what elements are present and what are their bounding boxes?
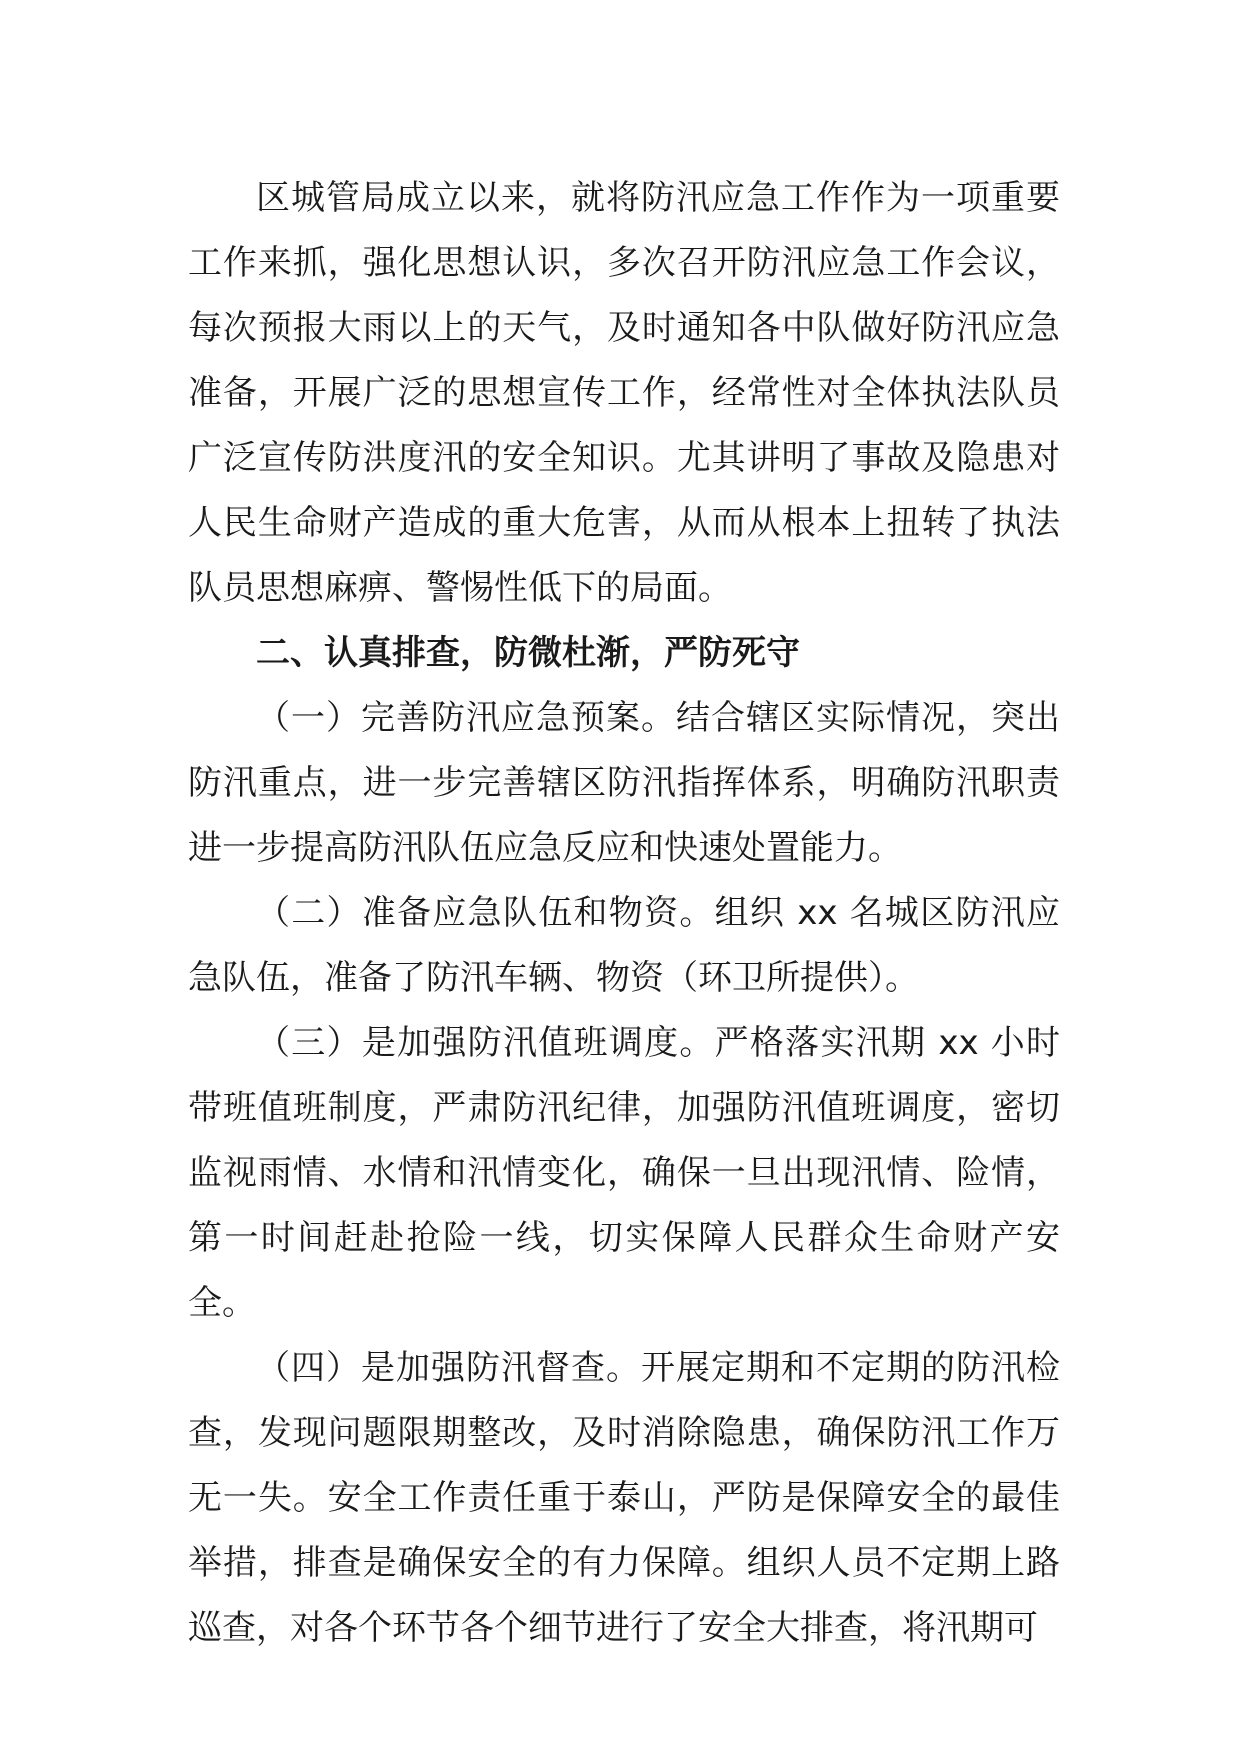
body-paragraph: （二）准备应急队伍和物资。组织 xx 名城区防汛应急队伍，准备了防汛车辆、物资（环卫所提供）。 — [188, 893, 1060, 998]
body-paragraph: 区城管局成立以来，就将防汛应急工作作为一项重要工作来抓，强化思想认识，多次召开防汛应急工作会议，每次预报大雨以上的天气，及时通知各中队做好防汛应急准备，开展广泛的思想宣传工作，经常性对全体执法队员广泛宣传防洪度汛的安全知识。尤其讲明了事故及隐患对人民生命财产造成的重大危害，从而从根本上扭转了执法队员思想麻痹、警惕性低下的局面。 — [188, 178, 1060, 608]
document-body — [188, 166, 1060, 1661]
body-paragraph: （三）是加强防汛值班调度。严格落实汛期 xx 小时带班值班制度，严肃防汛纪律，加强防汛值班调度，密切监视雨情、水情和汛情变化，确保一旦出现汛情、险情，第一时间赶赴抢险一线，切实保障人民群众生命财产安全。 — [188, 1023, 1060, 1323]
body-paragraph: （一）完善防汛应急预案。结合辖区实际情况，突出防汛重点，进一步完善辖区防汛指挥体系，明确防汛职责进一步提高防汛队伍应急反应和快速处置能力。 — [188, 698, 1060, 868]
section-heading: 二、认真排查，防微杜渐，严防死守 — [256, 633, 800, 673]
body-paragraph: （四）是加强防汛督查。开展定期和不定期的防汛检查，发现问题限期整改，及时消除隐患，确保防汛工作万无一失。安全工作责任重于泰山，严防是保障安全的最佳举措，排查是确保安全的有力保障。组织人员不定期上路巡查，对各个环节各个细节进行了安全大排查，将汛期可 — [188, 1348, 1060, 1648]
